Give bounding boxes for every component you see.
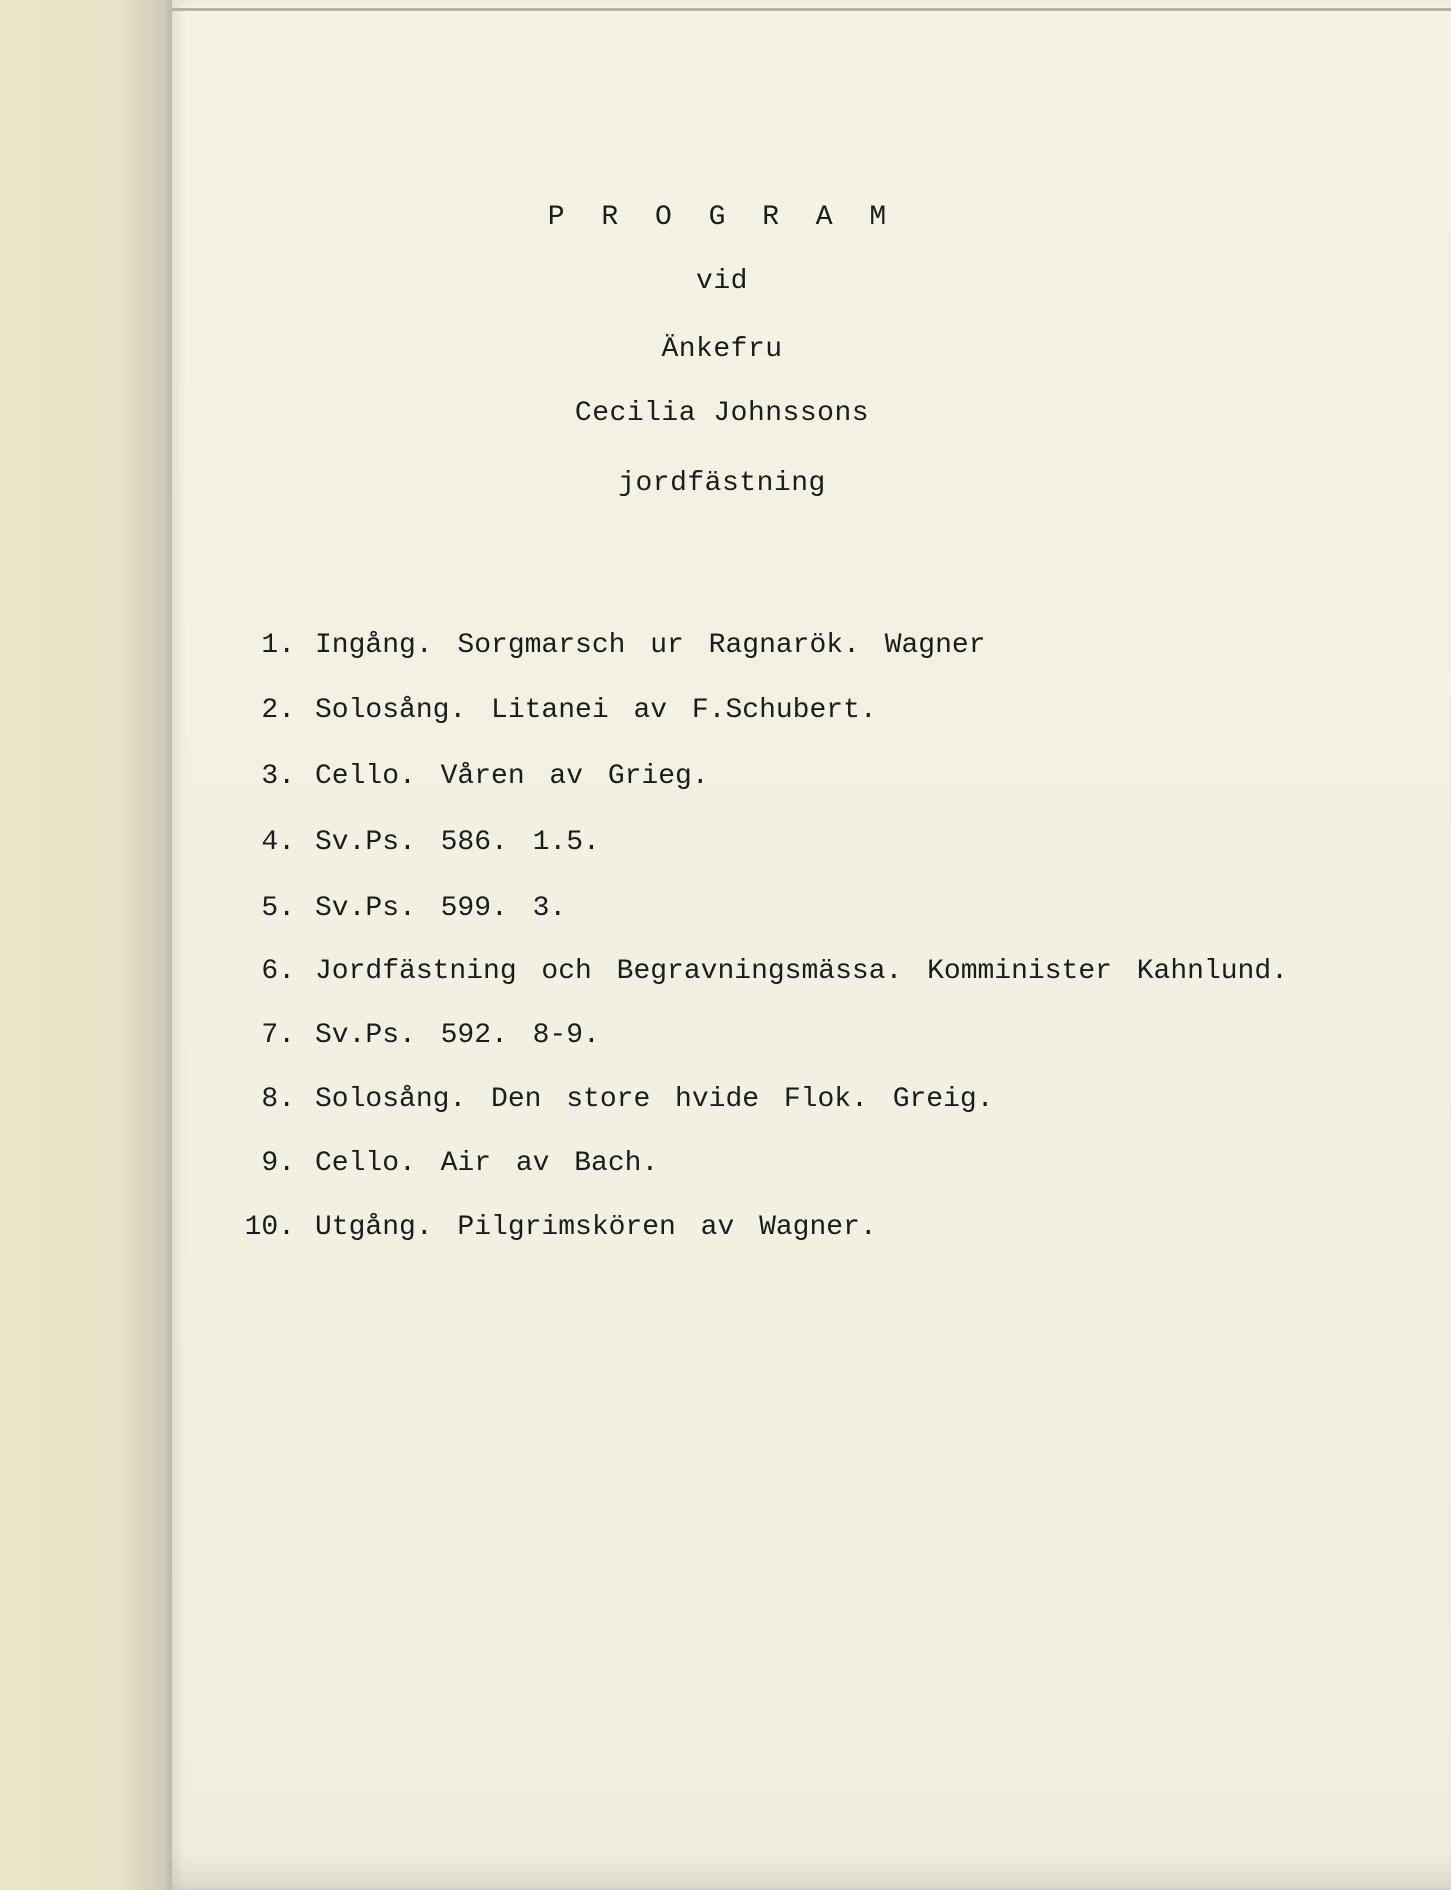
item-text: Sv.Ps. 586. 1.5.: [315, 827, 600, 858]
program-item: [190, 956, 1288, 987]
item-number: 5.: [261, 893, 295, 924]
item-text: Solosång. Den store hvide Flok. Greig.: [315, 1084, 994, 1115]
item-text: Sv.Ps. 592. 8-9.: [315, 1020, 600, 1051]
program-title: P R O G R A M: [547, 202, 897, 233]
item-number: 4.: [261, 827, 295, 858]
program-item: [190, 1084, 994, 1115]
top-edge-line: [172, 8, 1451, 11]
bottom-edge-shadow: [172, 1850, 1451, 1890]
heading-vid: vid: [696, 266, 748, 297]
program-item: [190, 630, 986, 661]
item-number: 7.: [261, 1020, 295, 1051]
left-page-edge: [0, 0, 172, 1890]
item-number: 2.: [261, 695, 295, 726]
item-text: Solosång. Litanei av F.Schubert.: [315, 695, 877, 726]
item-number: 1.: [261, 630, 295, 661]
heading-deceased-name: Cecilia Johnssons: [574, 398, 870, 429]
item-text: Cello. Våren av Grieg.: [315, 761, 709, 792]
program-item: [190, 1020, 600, 1051]
program-item: [190, 1148, 658, 1179]
item-number: 3.: [261, 761, 295, 792]
program-item: [190, 1212, 877, 1243]
item-text: Utgång. Pilgrimskören av Wagner.: [315, 1212, 877, 1243]
item-number: 10.: [244, 1212, 295, 1243]
program-item: [190, 893, 566, 924]
heading-event: jordfästning: [618, 468, 826, 499]
item-text: Sv.Ps. 599. 3.: [315, 893, 567, 924]
item-text: Jordfästning och Begravningsmässa. Komminister Kahnlund.: [315, 956, 1288, 987]
item-text: Cello. Air av Bach.: [315, 1148, 659, 1179]
item-number: 8.: [261, 1084, 295, 1115]
program-item: [190, 827, 600, 858]
item-number: 6.: [261, 956, 295, 987]
item-text: Ingång. Sorgmarsch ur Ragnarök. Wagner: [315, 630, 986, 661]
program-item: [190, 761, 709, 792]
heading-ankefru: Änkefru: [661, 334, 783, 365]
program-item: [190, 695, 877, 726]
item-number: 9.: [261, 1148, 295, 1179]
